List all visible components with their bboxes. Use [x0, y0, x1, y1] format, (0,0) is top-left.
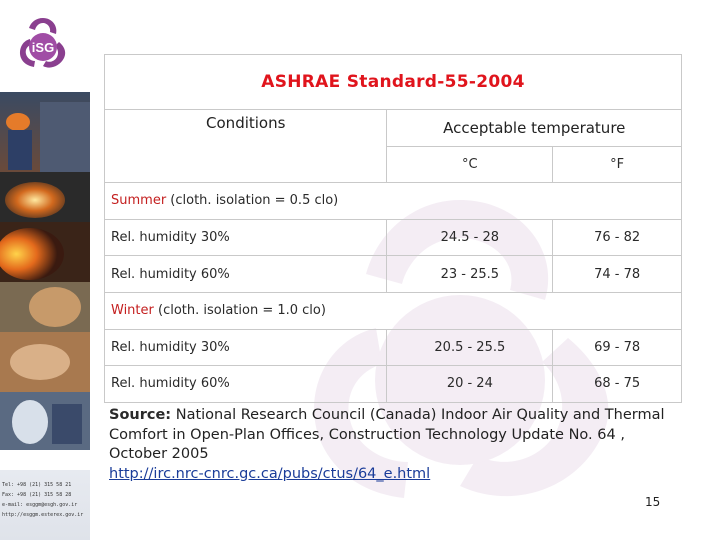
workers-photo-collage — [0, 92, 90, 450]
row-fahrenheit: 69 - 78 — [553, 329, 682, 366]
contact-tel: Tel: +98 (21) 315 58 21 — [2, 482, 72, 488]
left-sidebar — [0, 0, 90, 540]
header-acceptable-temperature: Acceptable temperature — [387, 110, 682, 147]
table-title: ASHRAE Standard-55-2004 — [105, 55, 682, 110]
logo-text: iSG — [31, 40, 55, 55]
row-fahrenheit: 68 - 75 — [553, 366, 682, 403]
row-celsius: 23 - 25.5 — [387, 256, 553, 293]
table-row — [105, 329, 682, 366]
header-fahrenheit: °F — [553, 146, 682, 183]
page-number: 15 — [645, 495, 661, 509]
header-conditions-spacer — [105, 146, 387, 183]
source-link[interactable]: http://irc.nrc-cnrc.gc.ca/pubs/ctus/64_e.html — [109, 465, 431, 482]
winter-label: Winter — [111, 303, 154, 319]
table-row — [105, 366, 682, 403]
row-fahrenheit: 74 - 78 — [553, 256, 682, 293]
row-celsius: 20.5 - 25.5 — [387, 329, 553, 366]
photo-collage — [0, 92, 90, 450]
table-row — [105, 219, 682, 256]
row-label: Rel. humidity 60% — [105, 256, 387, 293]
row-label: Rel. humidity 30% — [105, 219, 387, 256]
summer-desc: (cloth. isolation = 0.5 clo) — [166, 193, 339, 209]
source-label: Source: — [109, 407, 172, 423]
summer-label: Summer — [111, 193, 167, 209]
isg-triangle-logo-icon — [12, 14, 74, 76]
ashrae-temperature-table — [104, 54, 682, 403]
summer-section-row — [105, 183, 682, 220]
row-label: Rel. humidity 30% — [105, 329, 387, 366]
table-row — [105, 256, 682, 293]
header-conditions: Conditions — [105, 110, 387, 147]
contact-web: http://esggm.esterex.gov.ir — [2, 512, 84, 518]
row-fahrenheit: 76 - 82 — [553, 219, 682, 256]
source-text: National Research Council (Canada) Indoor Air Quality and Thermal Comfort in Open-Plan Offices, Construction Technology Update No. 64 , October 2005 — [109, 407, 665, 462]
winter-section-row — [105, 292, 682, 329]
winter-desc: (cloth. isolation = 1.0 clo) — [153, 303, 326, 319]
source-citation — [109, 406, 679, 484]
header-celsius: °C — [387, 146, 553, 183]
row-label: Rel. humidity 60% — [105, 366, 387, 403]
row-celsius: 24.5 - 28 — [387, 219, 553, 256]
row-celsius: 20 - 24 — [387, 366, 553, 403]
contact-info — [2, 480, 90, 520]
contact-email: e-mail: esggm@esgh.gov.ir — [2, 502, 78, 508]
contact-fax: Fax: +98 (21) 315 58 28 — [2, 492, 72, 498]
